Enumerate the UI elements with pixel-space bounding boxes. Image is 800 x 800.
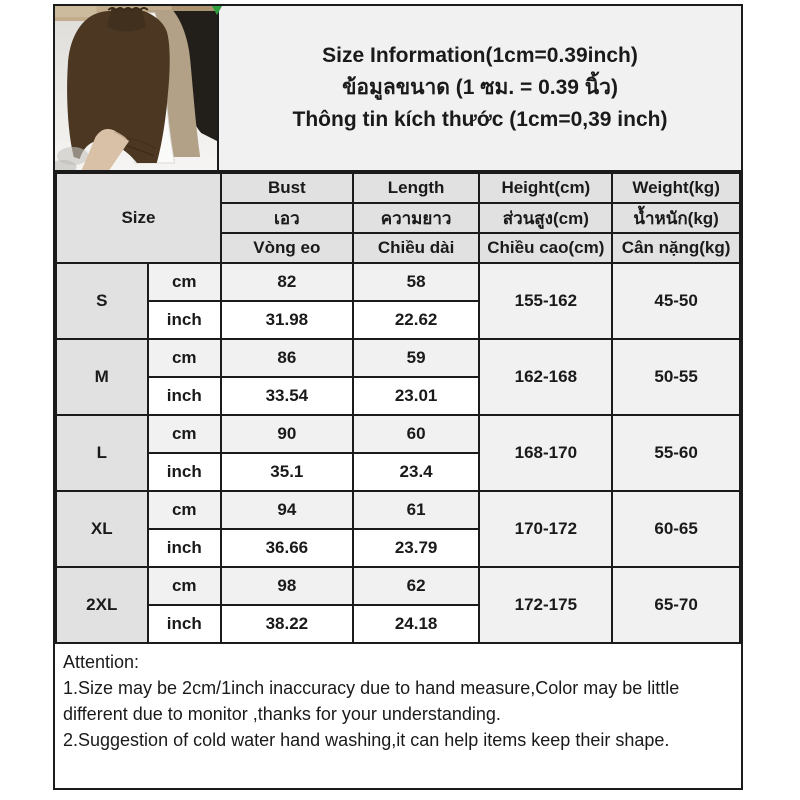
table-header-row-en	[56, 173, 740, 203]
product-photo	[55, 6, 219, 170]
height-l: 168-170	[479, 415, 612, 491]
table-row-l-cm	[56, 415, 740, 453]
height-xl: 170-172	[479, 491, 612, 567]
height-m: 162-168	[479, 339, 612, 415]
bust-cm-xl: 94	[221, 491, 353, 529]
length-inch-m: 23.01	[353, 377, 480, 415]
unit-cell: inch	[148, 377, 221, 415]
col-header-length-th: ความยาว	[353, 203, 480, 233]
col-header-height-en: Height(cm)	[479, 173, 612, 203]
size-label-s: S	[56, 263, 148, 339]
length-cm-s: 58	[353, 263, 480, 301]
bust-inch-xl: 36.66	[221, 529, 353, 567]
col-header-length-vi: Chiều dài	[353, 233, 480, 263]
bust-inch-m: 33.54	[221, 377, 353, 415]
col-header-bust-th: เอว	[221, 203, 353, 233]
bust-inch-l: 35.1	[221, 453, 353, 491]
length-inch-l: 23.4	[353, 453, 480, 491]
size-label-m: M	[56, 339, 148, 415]
bust-cm-2xl: 98	[221, 567, 353, 605]
bust-inch-s: 31.98	[221, 301, 353, 339]
size-label-l: L	[56, 415, 148, 491]
length-inch-2xl: 24.18	[353, 605, 480, 643]
weight-m: 50-55	[612, 339, 740, 415]
weight-l: 55-60	[612, 415, 740, 491]
length-cm-xl: 61	[353, 491, 480, 529]
size-chart-sheet	[53, 4, 743, 790]
size-label-2xl: 2XL	[56, 567, 148, 643]
col-header-bust-en: Bust	[221, 173, 353, 203]
col-header-weight-vi: Cân nặng(kg)	[612, 233, 740, 263]
col-header-bust-vi: Vòng eo	[221, 233, 353, 263]
length-cm-l: 60	[353, 415, 480, 453]
length-cm-m: 59	[353, 339, 480, 377]
size-header-cell: Size	[56, 173, 221, 263]
green-marker-icon	[212, 6, 222, 15]
size-label-xl: XL	[56, 491, 148, 567]
col-header-length-en: Length	[353, 173, 480, 203]
col-header-weight-en: Weight(kg)	[612, 173, 740, 203]
table-row-xl-cm	[56, 491, 740, 529]
table-row-m-cm	[56, 339, 740, 377]
attention-note-1: 1.Size may be 2cm/1inch inaccuracy due to hand measure,Color may be little different due to monitor ,thanks for your understanding.	[63, 678, 680, 724]
attention-note-2: 2.Suggestion of cold water hand washing,it can help items keep their shape.	[63, 730, 670, 750]
table-row-s-cm	[56, 263, 740, 301]
unit-cell: cm	[148, 567, 221, 605]
weight-xl: 60-65	[612, 491, 740, 567]
weight-s: 45-50	[612, 263, 740, 339]
length-cm-2xl: 62	[353, 567, 480, 605]
length-inch-xl: 23.79	[353, 529, 480, 567]
weight-2xl: 65-70	[612, 567, 740, 643]
unit-cell: cm	[148, 491, 221, 529]
unit-cell: cm	[148, 339, 221, 377]
height-s: 155-162	[479, 263, 612, 339]
unit-cell: inch	[148, 605, 221, 643]
title-english: Size Information(1cm=0.39inch)	[322, 44, 638, 67]
attention-box	[55, 644, 741, 788]
bust-cm-s: 82	[221, 263, 353, 301]
bust-inch-2xl: 38.22	[221, 605, 353, 643]
unit-cell: cm	[148, 415, 221, 453]
bust-cm-m: 86	[221, 339, 353, 377]
unit-cell: inch	[148, 301, 221, 339]
col-header-weight-th: น้ำหนัก(kg)	[612, 203, 740, 233]
attention-heading: Attention:	[63, 652, 140, 672]
bust-cm-l: 90	[221, 415, 353, 453]
col-header-height-vi: Chiều cao(cm)	[479, 233, 612, 263]
unit-cell: cm	[148, 263, 221, 301]
header-row	[55, 6, 741, 172]
size-table	[55, 172, 741, 644]
unit-cell: inch	[148, 529, 221, 567]
col-header-height-th: ส่วนสูง(cm)	[479, 203, 612, 233]
title-thai: ข้อมูลขนาด (1 ซม. = 0.39 นิ้ว)	[342, 76, 618, 99]
title-vietnamese: Thông tin kích thước (1cm=0,39 inch)	[292, 108, 668, 131]
unit-cell: inch	[148, 453, 221, 491]
table-row-2xl-cm	[56, 567, 740, 605]
length-inch-s: 22.62	[353, 301, 480, 339]
height-2xl: 172-175	[479, 567, 612, 643]
product-photo-illustration	[55, 6, 217, 170]
title-box	[219, 6, 741, 170]
